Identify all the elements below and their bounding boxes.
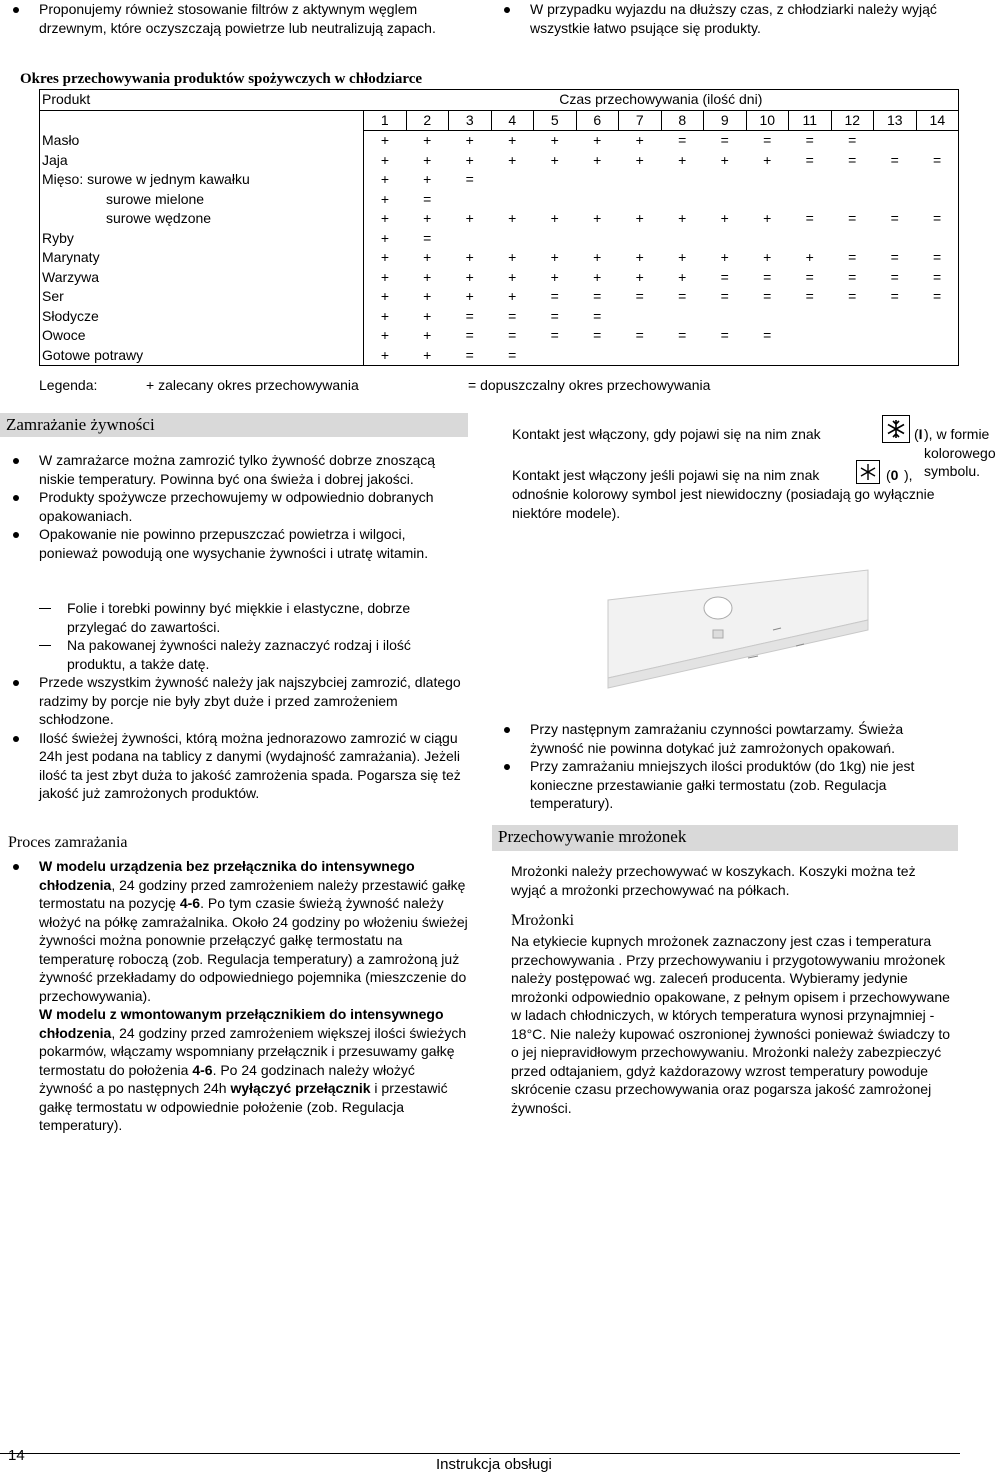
table-cell: + [465,249,474,266]
day-header: 4 [491,110,534,131]
list-item: Ilość świeżej żywności, którą można jednorazowo zamrozić w ciągu 24h jest podana na tablicy z danymi (wydajność zamrażania). Jeżeli ilość ta jest zbyt duża to jakość zamrożenia spada. Pogarsza się też jakość już zamrożonych produktów. [39,729,464,803]
table-cell: = [805,210,814,227]
control-panel-illustration [598,560,878,690]
table-cell: + [635,268,644,285]
freezing-heading: Zamrażanie żywności [0,413,468,437]
table-cell [661,170,704,190]
frozen-foods-text: Na etykiecie kupnych mrożonek zaznaczony jest czas i temperatura przechowywania . Przy przechowywaniu i przygotowywaniu mrożonek należy postępować wg. zaleceń producenta. Wybieramy jedynie mrożonki odpowiednio opakowane, z pełnym opisem i przechowywane w ladach chłodniczych, w których temperatura wynosi przynajmniej - 18°C. Nie należy kupować oszronionej żywności ponieważ świadczy to o jej niepravidłowym przechowywaniu. Mrożonki należy zabezpieczyć przed odtajaniem, gdyż każdorazowy wzrost temperatury powoduje skrócenie czasu przechowywania oraz pogarsza jakość zamrożonej żywności. [511,933,951,1116]
table-cell [491,170,534,190]
table-cell: = [890,210,899,227]
right-bullets [530,720,960,813]
list-item: W przypadku wyjazdu na dłuższy czas, z chłodziarki należy wyjąć wszystkie łatwo psujące się produkty. [530,0,950,37]
list-item: Na pakowanej żywności należy zaznaczyć rodzaj i ilość produktu, a także datę. [67,636,467,673]
col-product-header: Produkt [40,90,364,111]
table-cell: = [449,346,492,366]
table-cell: + [380,249,390,266]
table-cell: + [805,249,814,266]
table-cell: + [380,210,390,227]
product-name: Gotowe potrawy [40,346,364,366]
table-cell: = [465,171,474,188]
product-name: surowe wędzone [40,209,364,229]
table-cell [661,229,704,249]
table-cell [534,170,577,190]
table-cell [661,190,704,210]
days-row [40,110,959,131]
table-cell [789,346,832,366]
table-row [40,268,959,288]
table-cell: + [678,249,687,266]
table-cell: + [550,249,559,266]
table-cell [576,229,619,249]
table-cell: + [423,151,432,168]
table-cell [916,326,959,346]
process-text [39,857,469,1135]
table-cell: + [593,268,602,285]
day-header: 6 [576,110,619,131]
table-cell: = [720,268,729,285]
table-cell: + [508,268,517,285]
contact-on-text: Kontakt jest włączony, gdy pojawi się na nim znak (I [512,425,952,462]
table-cell [661,346,704,366]
table-cell: = [916,268,959,288]
table-cell: + [508,288,517,305]
product-name: Jaja [40,151,364,171]
table-cell: + [508,249,517,266]
frozen-storage-text: Mrożonki należy przechowywać w koszykach. Koszyki można też wyjąć a mrożonki przechowywać na półkach. [511,863,916,898]
legend-label: Legenda: [39,377,98,393]
table-cell [704,307,747,327]
storage-table [39,89,959,366]
table-cell: + [380,151,390,168]
day-header: 8 [661,110,704,131]
table-cell: = [465,327,474,344]
table-cell [831,307,874,327]
table-cell: + [380,132,390,149]
snowflake-icon [856,460,880,484]
table-cell: + [423,171,432,188]
table-cell: = [763,268,772,285]
day-header: 11 [789,110,832,131]
table-cell: + [423,249,432,266]
table-cell: + [763,249,772,266]
table-cell [789,307,832,327]
table-row [40,229,959,249]
day-header: 2 [406,110,449,131]
table-cell [576,170,619,190]
table-cell: = [593,327,602,344]
frozen-foods-heading: Mrożonki [511,912,575,929]
table-cell: = [678,132,687,149]
table-cell [916,170,959,190]
table-cell: + [364,346,407,366]
table-cell [619,190,662,210]
top-left-bullets [39,0,479,37]
table-cell [831,170,874,190]
table-cell: = [848,268,857,285]
table-cell [916,229,959,249]
table-row [40,326,959,346]
table-cell: + [550,268,559,285]
table-cell: = [890,268,899,285]
table-cell: + [763,210,772,227]
col-time-header: Czas przechowywania (ilość dni) [364,90,959,111]
table-cell [916,131,959,151]
table-cell [491,229,534,249]
table-cell [746,307,789,327]
table-cell [874,326,917,346]
table-cell: = [848,132,857,149]
table-cell [746,346,789,366]
freezing-dashes [67,599,467,673]
table-cell: = [805,288,814,305]
table-header-row [40,90,959,111]
table-cell [619,307,662,327]
table-cell: = [916,209,959,229]
table-cell [619,229,662,249]
table-cell: = [550,327,559,344]
table-cell: = [890,249,899,266]
table-cell [704,170,747,190]
table-cell: = [593,288,602,305]
table-cell: + [423,288,432,305]
day-header: 12 [831,110,874,131]
footer-title: Instrukcja obsługi [436,1456,552,1473]
table-cell: + [380,288,390,305]
contact-on-marker: (I [914,426,923,442]
day-header: 14 [916,110,959,131]
list-item: Folie i torebki powinny być miękkie i elastyczne, dobrze przylegać do zawartości. [67,599,467,636]
product-name: Masło [40,131,364,151]
process-paragraph-2: W modelu z wmontowanym przełącznikiem do intensywnego chłodzenia, 24 godziny przed zamrożeniem większej ilości świeżych pokarmów, włączamy wspomniany przełącznik i przesuwamy gałkę termostatu do położenia 4-6. Po 24 godzinach należy włożyć żywność a po następnych 24h wyłączyć przełącznik i przestawić gałkę termostatu w odpowiednie położenie (zob. Regulacja temperatury). [39,1006,467,1133]
table-cell: + [465,151,474,168]
table-cell [534,346,577,366]
product-name: Ryby [40,229,364,249]
table-cell: = [423,190,432,207]
table-cell: + [635,210,644,227]
table-cell: = [848,288,857,305]
process-paragraph-1: W modelu urządzenia bez przełącznika do intensywnego chłodzenia, 24 godziny przed zamrożeniem należy przestawić gałkę termostatu na pozycję 4-6. Po tym czasie świeżą żywność należy włożyć na półkę zamrażalnika. Około 24 godziny po włożeniu świeżej żywności można ponownie przełączyć gałkę termostatu na temperaturę roboczą (zob. Regulacja temperatury) a zamrożoną już żywność przekładamy do odpowiedniego pojemnika (mieszczenie do przechowywania). [39,857,469,1005]
table-cell [831,229,874,249]
list-item: Produkty spożywcze przechowujemy w odpowiednio dobranych opakowaniach. [39,488,464,525]
table-cell: + [465,132,474,149]
table-cell [831,346,874,366]
table-cell [704,229,747,249]
table-cell: + [380,327,390,344]
storage-table-title: Okres przechowywania produktów spożywczych w chłodziarce [20,71,423,87]
table-cell: + [678,151,687,168]
table-cell: = [848,151,857,168]
table-cell [619,170,662,190]
day-header: 10 [746,110,789,131]
day-header: 13 [874,110,917,131]
table-cell: + [593,151,602,168]
table-cell [874,170,917,190]
list-item: W zamrażarce można zamrozić tylko żywność dobrze znoszącą niskie temperatury. Powinna być ona świeża i dobrej jakości. [39,451,464,488]
product-name: Mięso: surowe w jednym kawałku [40,170,364,190]
table-cell [831,190,874,210]
table-cell: = [763,132,772,149]
table-cell: + [593,132,602,149]
table-cell: + [423,268,432,285]
table-cell [491,190,534,210]
table-cell: = [720,132,729,149]
table-cell: + [406,346,449,366]
contact-off-text: Kontakt jest włączony jeśli pojawi się na nim znak (0 [512,466,942,485]
table-cell: + [423,132,432,149]
day-header: 7 [619,110,662,131]
product-name: surowe mielone [40,190,364,210]
table-cell: = [678,327,687,344]
list-item: Przy zamrażaniu mniejszych ilości produktów (do 1kg) nie jest konieczne przestawianie gałki termostatu (zob. Regulacja temperatury). [530,757,960,813]
contact-on-suffix-text: ), w formie kolorowego symbolu. [924,426,996,479]
table-cell: = [550,288,559,305]
table-cell: + [465,268,474,285]
table-cell: + [508,210,517,227]
table-row [40,151,959,171]
table-cell: = [890,151,899,168]
table-row [40,170,959,190]
table-cell: + [508,151,517,168]
table-cell: + [380,268,390,285]
table-cell: + [678,268,687,285]
table-cell: = [720,327,729,344]
page-number: 14 [8,1447,25,1464]
table-cell [916,307,959,327]
table-cell [789,190,832,210]
list-item: Proponujemy również stosowanie filtrów z aktywnym węglem drzewnym, które oczyszczają powietrze lub neutralizują zapach. [39,0,479,37]
table-cell [746,190,789,210]
table-cell: = [593,307,602,324]
table-cell: + [550,151,559,168]
table-cell [874,131,917,151]
table-cell: + [465,210,474,227]
table-cell [789,229,832,249]
table-cell: + [423,307,432,324]
table-cell [619,346,662,366]
table-cell [534,190,577,210]
table-cell [449,229,492,249]
table-cell: + [593,210,602,227]
table-cell [449,190,492,210]
table-cell: + [720,151,729,168]
table-cell [746,229,789,249]
table-cell: = [805,132,814,149]
table-cell: + [423,327,432,344]
table-cell: + [720,249,729,266]
table-cell: = [763,288,772,305]
day-header: 5 [534,110,577,131]
table-cell: = [805,268,814,285]
table-cell [534,229,577,249]
freezing-bullets [39,451,464,562]
table-cell [874,190,917,210]
table-cell: = [423,229,432,246]
table-cell [704,346,747,366]
table-cell: = [916,248,959,268]
table-cell: = [720,288,729,305]
table-cell: + [635,249,644,266]
product-name: Marynaty [40,248,364,268]
table-cell: = [916,287,959,307]
table-cell [576,346,619,366]
table-cell: = [763,327,772,344]
contact-off-continuation: odnośnie kolorowy symbol jest niewidoczny (posiadają go wyłącznie niektóre modele). [512,486,935,521]
freezing-bullets-2 [39,673,464,803]
table-cell: + [550,210,559,227]
day-header: 1 [364,110,407,131]
table-cell: + [380,171,390,188]
list-item: Przy następnym zamrażaniu czynności powtarzamy. Świeża żywność nie powinna dotykać już zamrożonych opakowań. [530,720,960,757]
legend-equals: = dopuszczalny okres przechowywania [468,377,711,393]
table-cell: = [508,327,517,344]
table-cell: = [890,288,899,305]
table-cell: = [491,346,534,366]
table-cell: + [465,288,474,305]
table-cell: + [763,151,772,168]
table-cell [661,307,704,327]
table-cell [916,346,959,366]
product-name: Warzywa [40,268,364,288]
days-row-spacer [40,110,364,131]
table-cell: = [508,307,517,324]
table-row [40,248,959,268]
list-item: Przede wszystkim żywność należy jak najszybciej zamrozić, dlatego radzimy by porcje nie były zbyt duże i przed zamrożeniem schłodzone. [39,673,464,729]
product-name: Słodycze [40,307,364,327]
frozen-storage-heading: Przechowywanie mrożonek [492,825,958,851]
table-cell: + [380,229,390,246]
table-cell: + [423,210,432,227]
table-cell: = [465,307,474,324]
table-cell [704,190,747,210]
table-row [40,131,959,151]
table-cell: = [848,249,857,266]
process-heading: Proces zamrażania [8,834,128,851]
table-cell: = [635,288,644,305]
table-cell: + [508,132,517,149]
table-cell [576,190,619,210]
table-cell: = [916,151,959,171]
table-cell: = [678,288,687,305]
product-name: Ser [40,287,364,307]
table-cell: + [720,210,729,227]
table-cell [789,170,832,190]
table-cell: = [848,210,857,227]
table-cell: + [678,210,687,227]
table-cell: = [805,151,814,168]
table-row [40,190,959,210]
table-row [40,209,959,229]
table-cell [874,307,917,327]
table-cell: + [380,307,390,324]
table-cell: + [380,190,390,207]
day-header: 9 [704,110,747,131]
table-cell [831,326,874,346]
table-cell [874,346,917,366]
table-cell: = [635,327,644,344]
table-cell: = [550,307,559,324]
table-cell [746,170,789,190]
product-name: Owoce [40,326,364,346]
footer-divider [0,1453,960,1454]
day-header: 3 [449,110,492,131]
table-cell: + [635,132,644,149]
table-cell [789,326,832,346]
table-row [40,287,959,307]
legend-plus: + zalecany okres przechowywania [146,377,359,393]
list-item: Opakowanie nie powinno przepuszczać powietrza i wilgoci, ponieważ powodują one wysychanie żywności i utratę witamin. [39,525,464,562]
table-cell [874,229,917,249]
table-cell: + [593,249,602,266]
table-row [40,307,959,327]
table-row [40,346,959,366]
table-cell: + [550,132,559,149]
table-cell: + [635,151,644,168]
table-cell [916,190,959,210]
top-right-bullets [530,0,950,37]
